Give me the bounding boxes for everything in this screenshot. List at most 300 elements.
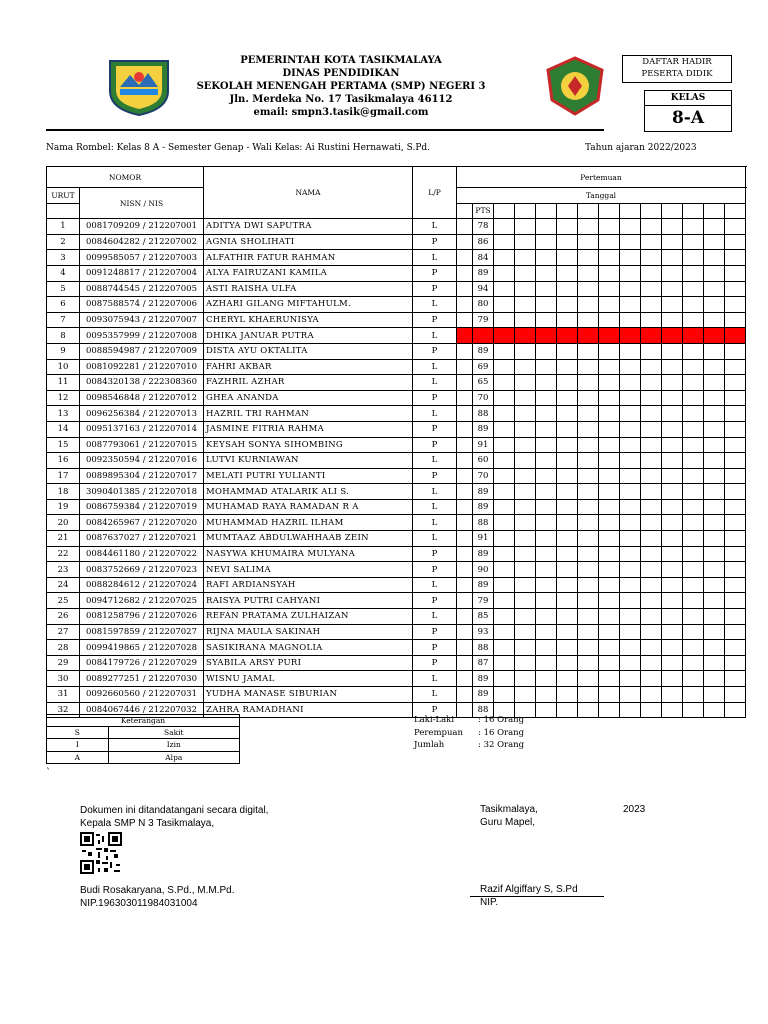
attendance-cell <box>557 687 578 703</box>
attendance-cell <box>620 328 641 344</box>
attendance-cell <box>599 515 620 531</box>
attendance-cell <box>578 281 599 297</box>
attendance-cell <box>620 297 641 313</box>
attendance-cell <box>704 219 725 235</box>
table-row <box>47 250 746 266</box>
attendance-cell <box>641 250 662 266</box>
header-nomor: NOMOR <box>47 167 204 188</box>
attendance-cell <box>557 702 578 718</box>
legend-label: Izin <box>108 739 239 751</box>
attendance-cell <box>557 437 578 453</box>
attendance-cell <box>620 577 641 593</box>
row-blank <box>457 343 473 359</box>
attendance-cell <box>599 343 620 359</box>
row-blank <box>457 265 473 281</box>
attendance-cell <box>683 640 704 656</box>
attendance-cell <box>662 468 683 484</box>
row-number: 32 <box>47 702 80 718</box>
digital-sign-note: Dokumen ini ditandatangani secara digital, <box>80 805 269 816</box>
table-row <box>47 312 746 328</box>
attendance-cell <box>578 577 599 593</box>
row-nisn: 0081597859 / 212207027 <box>80 624 204 640</box>
row-number: 29 <box>47 655 80 671</box>
row-pts: 86 <box>473 234 494 250</box>
attendance-cell <box>620 453 641 469</box>
attendance-cell <box>599 624 620 640</box>
table-row <box>47 593 746 609</box>
legend-label: Alpa <box>108 751 239 763</box>
attendance-cell <box>599 234 620 250</box>
attendance-cell <box>494 390 515 406</box>
perempuan-value: : 16 Orang <box>478 727 525 738</box>
attendance-cell <box>494 312 515 328</box>
attendance-cell <box>704 390 725 406</box>
attendance-cell <box>620 265 641 281</box>
row-name: ASTI RAISHA ULFA <box>204 281 413 297</box>
attendance-cell <box>662 406 683 422</box>
attendance-cell <box>515 421 536 437</box>
attendance-cell <box>662 515 683 531</box>
attendance-cell <box>725 234 746 250</box>
attendance-cell <box>515 312 536 328</box>
legend-row <box>47 727 240 739</box>
row-nisn: 0088744545 / 212207005 <box>80 281 204 297</box>
table-row <box>47 687 746 703</box>
header-nama: NAMA <box>204 167 413 219</box>
student-rows <box>47 219 746 718</box>
attendance-cell <box>494 328 515 344</box>
attendance-cell <box>578 593 599 609</box>
teacher-nip: NIP. <box>480 897 499 908</box>
attendance-cell <box>620 687 641 703</box>
attendance-cell <box>536 531 557 547</box>
attendance-cell <box>725 406 746 422</box>
attendance-cell <box>641 421 662 437</box>
attendance-cell <box>641 655 662 671</box>
row-pts: 88 <box>473 702 494 718</box>
attendance-cell <box>599 562 620 578</box>
row-gender: L <box>413 499 457 515</box>
attendance-cell <box>641 359 662 375</box>
attendance-cell <box>704 281 725 297</box>
attendance-cell <box>557 468 578 484</box>
row-number: 5 <box>47 281 80 297</box>
attendance-cell <box>662 655 683 671</box>
row-nisn: 0084265967 / 212207020 <box>80 515 204 531</box>
row-number: 2 <box>47 234 80 250</box>
attendance-cell <box>557 546 578 562</box>
row-name: MUHAMMAD HAZRIL ILHAM <box>204 515 413 531</box>
attendance-cell <box>536 640 557 656</box>
attendance-cell <box>704 655 725 671</box>
row-nisn: 0099585057 / 212207003 <box>80 250 204 266</box>
attendance-cell <box>515 297 536 313</box>
doc-title-line-1: DAFTAR HADIR <box>642 57 712 67</box>
attendance-cell <box>599 640 620 656</box>
attendance-cell <box>620 406 641 422</box>
attendance-cell <box>683 609 704 625</box>
attendance-cell <box>725 421 746 437</box>
table-row <box>47 562 746 578</box>
row-blank <box>457 250 473 266</box>
attendance-cell <box>641 343 662 359</box>
teacher-role: Guru Mapel, <box>480 817 536 828</box>
row-number: 14 <box>47 421 80 437</box>
attendance-cell <box>683 702 704 718</box>
row-gender: L <box>413 359 457 375</box>
attendance-cell <box>704 343 725 359</box>
attendance-cell <box>662 671 683 687</box>
row-number: 3 <box>47 250 80 266</box>
attendance-cell <box>536 297 557 313</box>
attendance-cell <box>515 624 536 640</box>
row-pts: 94 <box>473 281 494 297</box>
attendance-cell <box>725 468 746 484</box>
attendance-cell <box>620 640 641 656</box>
attendance-cell <box>536 375 557 391</box>
row-blank <box>457 406 473 422</box>
row-pts: 80 <box>473 297 494 313</box>
attendance-cell <box>683 219 704 235</box>
row-blank <box>457 328 473 344</box>
attendance-cell <box>725 375 746 391</box>
attendance-cell <box>641 437 662 453</box>
row-number: 25 <box>47 593 80 609</box>
attendance-cell <box>515 234 536 250</box>
principal-signature-block <box>80 804 268 830</box>
attendance-cell <box>578 499 599 515</box>
row-blank <box>457 640 473 656</box>
row-name: LUTVI KURNIAWAN <box>204 453 413 469</box>
row-pts: 87 <box>473 655 494 671</box>
attendance-cell <box>494 250 515 266</box>
attendance-cell <box>662 375 683 391</box>
attendance-cell <box>536 343 557 359</box>
row-name: FAHRI AKBAR <box>204 359 413 375</box>
attendance-cell <box>494 624 515 640</box>
attendance-cell <box>704 328 725 344</box>
attendance-cell <box>683 484 704 500</box>
row-nisn: 0096256384 / 212207013 <box>80 406 204 422</box>
attendance-cell <box>515 640 536 656</box>
attendance-cell <box>536 624 557 640</box>
row-pts: 79 <box>473 312 494 328</box>
row-blank <box>457 655 473 671</box>
row-blank <box>457 484 473 500</box>
table-row <box>47 515 746 531</box>
attendance-cell <box>599 437 620 453</box>
attendance-cell <box>515 499 536 515</box>
attendance-cell <box>557 219 578 235</box>
attendance-cell <box>578 219 599 235</box>
row-blank <box>457 687 473 703</box>
row-name: RAISYA PUTRI CAHYANI <box>204 593 413 609</box>
attendance-cell <box>515 531 536 547</box>
header-line-4: Jln. Merdeka No. 17 Tasikmalaya 46112 <box>229 94 453 105</box>
attendance-cell <box>683 265 704 281</box>
row-number: 30 <box>47 671 80 687</box>
row-number: 27 <box>47 624 80 640</box>
attendance-cell <box>557 593 578 609</box>
attendance-cell <box>683 624 704 640</box>
header-pts: PTS <box>473 203 494 219</box>
row-nisn: 0081709209 / 212207001 <box>80 219 204 235</box>
attendance-cell <box>620 421 641 437</box>
attendance-cell <box>557 624 578 640</box>
row-number: 9 <box>47 343 80 359</box>
row-pts: 60 <box>473 453 494 469</box>
row-name: RAFI ARDIANSYAH <box>204 577 413 593</box>
attendance-cell <box>536 515 557 531</box>
header-line-1: PEMERINTAH KOTA TASIKMALAYA <box>240 55 442 66</box>
attendance-cell <box>494 219 515 235</box>
table-row <box>47 375 746 391</box>
attendance-cell <box>599 265 620 281</box>
attendance-cell <box>683 421 704 437</box>
attendance-cell <box>494 499 515 515</box>
table-row <box>47 468 746 484</box>
attendance-cell <box>620 655 641 671</box>
laki-value: : 16 Orang <box>478 715 525 725</box>
row-number: 10 <box>47 359 80 375</box>
attendance-cell <box>725 265 746 281</box>
attendance-cell <box>641 468 662 484</box>
attendance-cell <box>704 250 725 266</box>
gender-summary <box>414 714 524 752</box>
row-gender: L <box>413 484 457 500</box>
row-nisn: 0084179726 / 212207029 <box>80 655 204 671</box>
attendance-cell <box>683 312 704 328</box>
attendance-cell <box>641 312 662 328</box>
attendance-cell <box>683 671 704 687</box>
attendance-cell <box>599 359 620 375</box>
row-blank <box>457 219 473 235</box>
header-urut: URUT <box>47 188 80 204</box>
row-pts: 89 <box>473 577 494 593</box>
attendance-cell <box>494 546 515 562</box>
attendance-cell <box>494 421 515 437</box>
attendance-cell <box>494 577 515 593</box>
attendance-cell <box>641 499 662 515</box>
row-pts: 89 <box>473 546 494 562</box>
attendance-cell <box>704 640 725 656</box>
attendance-cell <box>683 687 704 703</box>
legend-label: Sakit <box>108 727 239 739</box>
attendance-cell <box>557 343 578 359</box>
attendance-cell <box>599 421 620 437</box>
attendance-cell <box>683 437 704 453</box>
attendance-cell <box>704 499 725 515</box>
row-blank <box>457 421 473 437</box>
attendance-cell <box>599 297 620 313</box>
table-row <box>47 546 746 562</box>
attendance-cell <box>557 515 578 531</box>
attendance-cell <box>557 281 578 297</box>
attendance-cell <box>515 484 536 500</box>
table-row <box>47 484 746 500</box>
attendance-cell <box>515 359 536 375</box>
row-nisn: 0083752669 / 212207023 <box>80 562 204 578</box>
attendance-cell <box>557 499 578 515</box>
row-gender: P <box>413 702 457 718</box>
attendance-cell <box>725 687 746 703</box>
header-urut-blank <box>47 203 80 219</box>
row-number: 20 <box>47 515 80 531</box>
attendance-cell <box>557 655 578 671</box>
principal-nip: NIP.196303011984031004 <box>80 898 198 909</box>
attendance-cell <box>725 297 746 313</box>
attendance-cell <box>599 609 620 625</box>
attendance-cell <box>536 499 557 515</box>
row-gender: P <box>413 312 457 328</box>
attendance-cell <box>536 359 557 375</box>
header-line-2: DINAS PENDIDIKAN <box>282 68 400 79</box>
attendance-cell <box>620 499 641 515</box>
attendance-cell <box>683 390 704 406</box>
attendance-cell <box>725 312 746 328</box>
row-blank <box>457 671 473 687</box>
row-blank <box>457 531 473 547</box>
row-gender: P <box>413 234 457 250</box>
attendance-cell <box>620 484 641 500</box>
attendance-cell <box>662 687 683 703</box>
qr-code <box>80 832 122 874</box>
attendance-cell <box>704 437 725 453</box>
attendance-cell <box>662 609 683 625</box>
row-pts: 89 <box>473 484 494 500</box>
row-name: WISNU JAMAL <box>204 671 413 687</box>
attendance-cell <box>599 702 620 718</box>
attendance-cell <box>578 297 599 313</box>
attendance-cell <box>725 484 746 500</box>
row-gender: L <box>413 406 457 422</box>
attendance-cell <box>683 499 704 515</box>
attendance-cell <box>641 515 662 531</box>
table-row <box>47 671 746 687</box>
attendance-cell <box>578 390 599 406</box>
attendance-cell <box>599 687 620 703</box>
attendance-cell <box>620 546 641 562</box>
attendance-cell <box>641 390 662 406</box>
attendance-cell <box>599 484 620 500</box>
attendance-cell <box>536 468 557 484</box>
row-name: ALFATHIR FATUR RAHMAN <box>204 250 413 266</box>
attendance-cell <box>620 234 641 250</box>
attendance-cell <box>704 531 725 547</box>
attendance-cell <box>578 484 599 500</box>
attendance-cell <box>662 265 683 281</box>
attendance-cell <box>725 624 746 640</box>
attendance-cell <box>536 312 557 328</box>
attendance-cell <box>557 562 578 578</box>
attendance-cell <box>641 219 662 235</box>
row-gender: P <box>413 640 457 656</box>
row-pts: 85 <box>473 609 494 625</box>
laki-label: Laki-Laki <box>414 715 455 725</box>
row-name: MOHAMMAD ATALARIK ALI S. <box>204 484 413 500</box>
row-pts: 89 <box>473 421 494 437</box>
attendance-cell <box>704 624 725 640</box>
attendance-cell <box>662 359 683 375</box>
attendance-cell <box>662 624 683 640</box>
table-row <box>47 343 746 359</box>
attendance-cell <box>578 546 599 562</box>
legend-row <box>47 739 240 751</box>
attendance-cell <box>704 421 725 437</box>
row-name: ADITYA DWI SAPUTRA <box>204 219 413 235</box>
attendance-cell <box>662 312 683 328</box>
attendance-cell <box>620 359 641 375</box>
attendance-cell <box>641 640 662 656</box>
attendance-cell <box>494 640 515 656</box>
row-gender: P <box>413 655 457 671</box>
attendance-cell <box>725 250 746 266</box>
attendance-cell <box>578 375 599 391</box>
row-gender: P <box>413 281 457 297</box>
row-name: SASIKIRANA MAGNOLIA <box>204 640 413 656</box>
row-name: NEVI SALIMA <box>204 562 413 578</box>
attendance-cell <box>599 546 620 562</box>
principal-name-block <box>80 884 235 910</box>
kelas-box <box>644 90 732 132</box>
attendance-cell <box>599 219 620 235</box>
attendance-cell <box>536 406 557 422</box>
table-row <box>47 234 746 250</box>
row-number: 26 <box>47 609 80 625</box>
attendance-cell <box>536 671 557 687</box>
attendance-cell <box>683 515 704 531</box>
header-nisn: NISN / NIS <box>80 188 204 219</box>
attendance-cell <box>620 250 641 266</box>
attendance-cell <box>557 375 578 391</box>
attendance-cell <box>725 281 746 297</box>
attendance-cell <box>683 593 704 609</box>
attendance-cell <box>662 453 683 469</box>
attendance-cell <box>641 702 662 718</box>
attendance-cell <box>620 702 641 718</box>
attendance-cell <box>494 687 515 703</box>
row-nisn: 0095137163 / 212207014 <box>80 421 204 437</box>
attendance-cell <box>599 577 620 593</box>
row-pts <box>473 328 494 344</box>
row-name: HAZRIL TRI RAHMAN <box>204 406 413 422</box>
attendance-cell <box>578 515 599 531</box>
table-row <box>47 281 746 297</box>
attendance-cell <box>725 453 746 469</box>
attendance-cell <box>557 453 578 469</box>
attendance-cell <box>578 687 599 703</box>
attendance-cell <box>683 655 704 671</box>
row-pts: 69 <box>473 359 494 375</box>
attendance-cell <box>725 531 746 547</box>
table-row <box>47 421 746 437</box>
attendance-cell <box>515 515 536 531</box>
attendance-cell <box>515 390 536 406</box>
row-pts: 88 <box>473 406 494 422</box>
attendance-cell <box>599 531 620 547</box>
row-gender: L <box>413 671 457 687</box>
row-name: DISTA AYU OKTALITA <box>204 343 413 359</box>
attendance-cell <box>704 359 725 375</box>
row-name: REFAN PRATAMA ZULHAIZAN <box>204 609 413 625</box>
attendance-cell <box>620 343 641 359</box>
row-blank <box>457 515 473 531</box>
attendance-cell <box>578 406 599 422</box>
attendance-cell <box>536 577 557 593</box>
attendance-cell <box>641 546 662 562</box>
row-nisn: 0095357999 / 212207008 <box>80 328 204 344</box>
attendance-cell <box>494 453 515 469</box>
